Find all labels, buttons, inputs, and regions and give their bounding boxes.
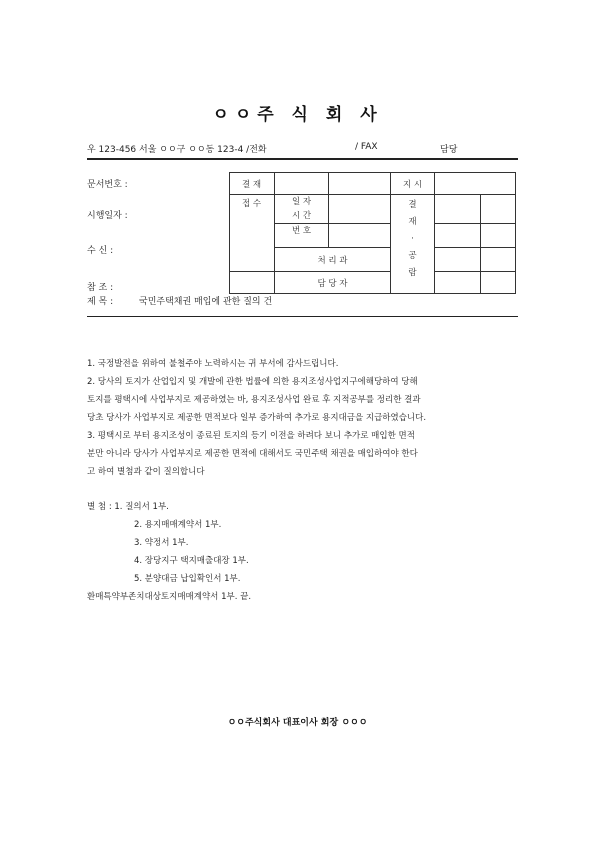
date-label: 시행일자 : [87, 211, 128, 221]
attachment-item: 3. 약정서 1부. [134, 538, 189, 548]
jisi-label: 지 시 [391, 173, 435, 195]
fax: / FAX [355, 142, 378, 152]
body-line-4: 당초 당사가 사업부지로 제공한 면적보다 일부 증가하여 추가로 용지대금을 지급하였습니다. [87, 413, 427, 423]
body-line-2: 2. 당사의 토지가 산업입지 및 개발에 관한 법률에 의한 용지조성사업지구에해당하여 당해 [87, 377, 418, 387]
sigan-label: 시 간 [291, 211, 312, 221]
attachment-item: 5. 분양대금 납입확인서 1부. [134, 574, 241, 584]
dot-char: · [411, 234, 414, 244]
beonho-label: 번 호 [275, 224, 329, 248]
ilja-label: 일 자 [291, 197, 312, 207]
date-time-label [275, 195, 329, 224]
attachments-label: 별 첨 : 1. 질의서 1부. [87, 502, 169, 512]
header-divider [87, 158, 518, 160]
company-title: ㅇㅇ주 식 회 사 [212, 105, 383, 125]
contact-person: 담당 [440, 145, 458, 155]
gong-char: 공 [408, 251, 417, 261]
subject-text: 국민주택채권 매입에 관한 질의 건 [139, 297, 273, 307]
address: 우 123-456 서울 ㅇㅇ구 ㅇㅇ동 123-4 /전화 [87, 145, 267, 155]
doc-no-label: 문서번호 : [87, 180, 128, 190]
approval-table [229, 172, 516, 294]
damdangja-label: 담 당 자 [275, 272, 391, 294]
body-line-7: 고 하여 별첨과 같이 질의합니다 [87, 467, 205, 477]
meta-divider [87, 316, 518, 317]
gyeol-char: 결 [408, 200, 417, 210]
recipient-label: 수 신 : [87, 246, 114, 256]
body-line-5: 3. 평택시로 부터 용지조성이 종료된 토지의 등기 이전을 하려다 보니 추가로 매입한 면적 [87, 431, 415, 441]
gyeoljae-label: 결 재 [230, 173, 275, 195]
attachment-last: 환매특약부존치대상토지매매계약서 1부. 끝. [87, 592, 252, 602]
body-line-1: 1. 국정발전을 위하여 불철주야 노력하시는 귀 부서에 감사드립니다. [87, 359, 339, 369]
jeopsu-label: 접 수 [230, 195, 275, 272]
cheorigwa-label: 처 리 과 [275, 248, 391, 272]
subject-label: 제 목 : [87, 297, 114, 307]
attachment-item: 2. 용지매매계약서 1부. [134, 520, 222, 530]
jae-char: 재 [408, 217, 417, 227]
ram-char: 람 [408, 268, 417, 278]
reference-label: 참 조 : [87, 283, 114, 293]
attachment-item: 4. 장당지구 택지매출대장 1부. [134, 556, 249, 566]
body-line-3: 토지를 평택시에 사업부지로 제공하였는 바, 용지조성사업 완료 후 지적공부를 정리한 결과 [87, 395, 421, 405]
approval-vertical-label [391, 195, 435, 294]
body-line-6: 분만 아니라 당사가 사업부지로 제공한 면적에 대해서도 국민주택 채권을 매입하여야 한다 [87, 449, 418, 459]
signature: ㅇㅇ주식회사 대표이사 회장 ㅇㅇㅇ [227, 718, 368, 728]
